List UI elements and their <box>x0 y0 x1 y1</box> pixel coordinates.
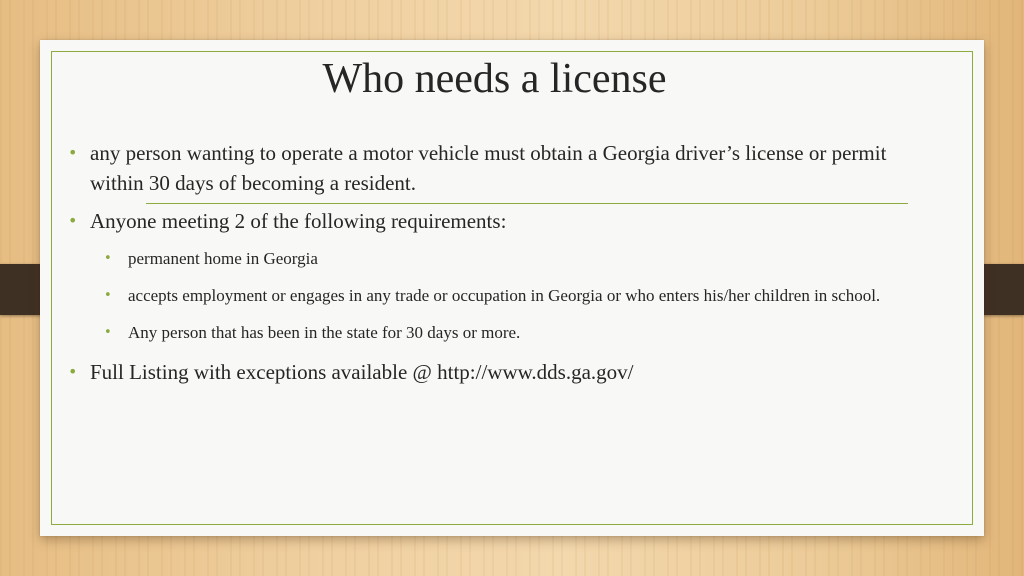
sub-bullet-text: permanent home in Georgia <box>128 249 318 268</box>
bullet-item <box>66 357 926 387</box>
bullet-text: Anyone meeting 2 of the following requirements: <box>90 209 507 233</box>
bullet-text: Full Listing with exceptions available @ http://www.dds.ga.gov/ <box>90 360 634 384</box>
bullet-marker: • <box>68 143 78 162</box>
sub-bullet-text: Any person that has been in the state for 30 days or more. <box>128 323 521 342</box>
bullet-item <box>66 206 926 236</box>
bullet-marker: • <box>104 251 112 266</box>
bullet-marker: • <box>68 362 78 381</box>
sub-bullet-item <box>66 283 926 308</box>
bullet-marker: • <box>104 325 112 340</box>
bullet-item <box>66 138 926 198</box>
slide-title: Who needs a license <box>322 56 667 102</box>
sub-bullet-item <box>66 246 926 271</box>
bullet-marker: • <box>68 211 78 230</box>
bullet-text: any person wanting to operate a motor vehicle must obtain a Georgia driver’s license or permit within 30 days of becoming a resident. <box>90 141 887 195</box>
sub-bullet-item <box>66 320 926 345</box>
sub-bullet-text: accepts employment or engages in any trade or occupation in Georgia or who enters his/her children in school. <box>128 286 881 305</box>
slide-body <box>66 138 926 387</box>
bullet-marker: • <box>104 288 112 303</box>
